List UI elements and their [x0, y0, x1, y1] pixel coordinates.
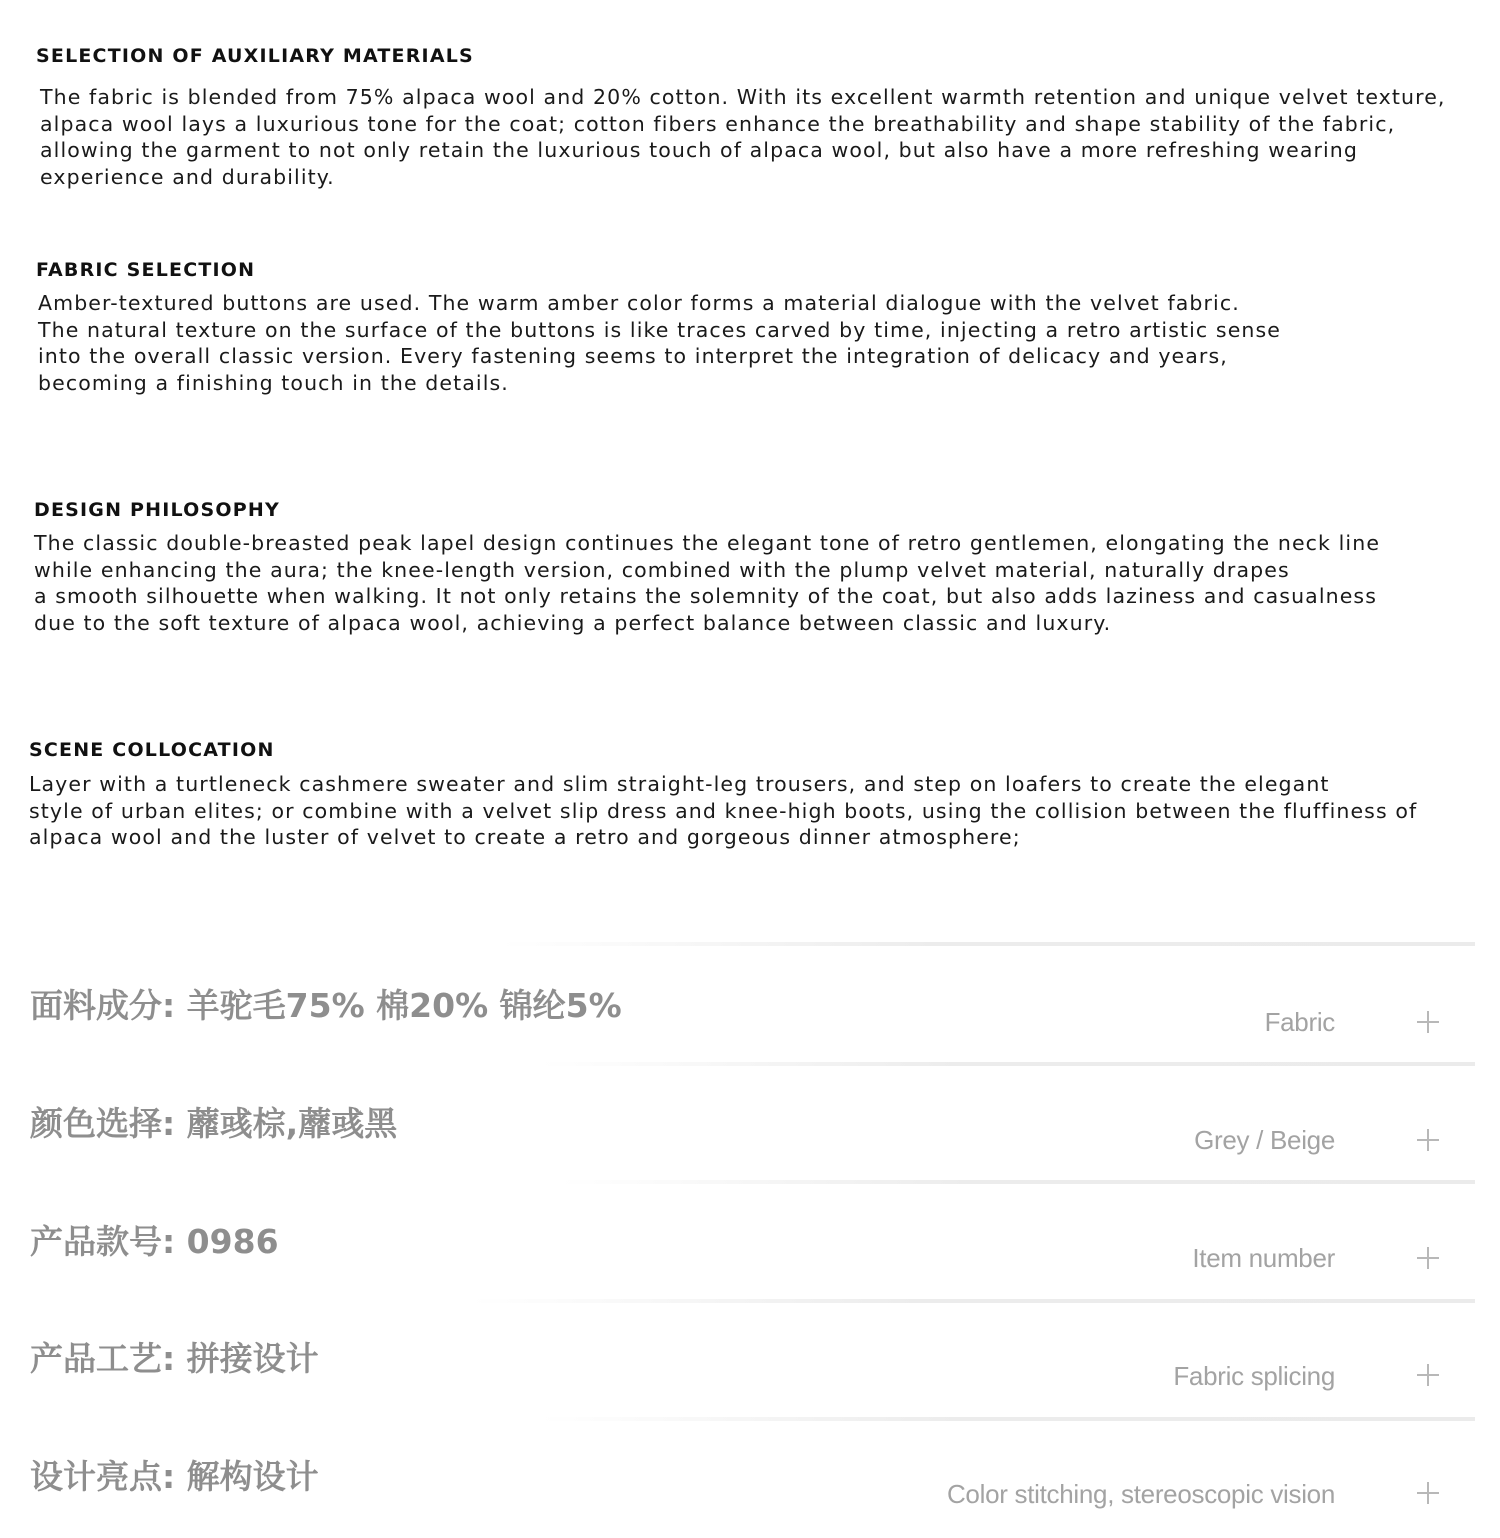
spec-row-color[interactable] [0, 1064, 1500, 1182]
body-line: while enhancing the aura; the knee-length version, combined with the plump velvet material, naturally drapes [34, 557, 1290, 582]
spec-list [0, 930, 1500, 1538]
section-body [40, 84, 1446, 190]
section-body [29, 771, 1417, 851]
spec-english: Item number [1192, 1243, 1335, 1273]
body-line: into the overall classic version. Every fastening seems to interpret the integration of delicacy and years, [38, 344, 1228, 368]
plus-icon[interactable] [1417, 1129, 1439, 1151]
plus-icon[interactable] [1417, 1364, 1439, 1386]
plus-icon[interactable] [1417, 1482, 1439, 1504]
section-title: FABRIC SELECTION [36, 259, 256, 281]
body-line: alpaca wool lays a luxurious tone for the coat; cotton fibers enhance the breathability and shape stability of the fabric, [40, 111, 1396, 136]
spec-english: Fabric splicing [1173, 1361, 1335, 1391]
body-line: style of urban elites; or combine with a velvet slip dress and knee-high boots, using the collision between the fluffiness of [29, 798, 1418, 823]
body-line: due to the soft texture of alpaca wool, achieving a perfect balance between classic and luxury. [34, 610, 1112, 635]
spec-english: Fabric [1264, 1007, 1335, 1037]
section-body [38, 290, 1281, 396]
body-line: The classic double-breasted peak lapel design continues the elegant tone of retro gentlemen, elongating the neck line [34, 531, 1381, 555]
spec-label: 产品款号: 0986 [30, 1222, 279, 1261]
section-title: SELECTION OF AUXILIARY MATERIALS [36, 45, 474, 67]
section-title: DESIGN PHILOSOPHY [34, 499, 280, 521]
body-line: Layer with a turtleneck cashmere sweater and slim straight-leg trousers, and step on loafers to create the elegant [29, 772, 1330, 796]
body-line: allowing the garment to not only retain the luxurious touch of alpaca wool, but also have a more refreshing wearing [40, 138, 1359, 162]
plus-icon[interactable] [1417, 1011, 1439, 1033]
body-line: The fabric is blended from 75% alpaca wool and 20% cotton. With its excellent warmth retention and unique velvet texture, [40, 85, 1446, 109]
spec-label: 产品工艺: 拼接设计 [30, 1339, 319, 1378]
body-line: becoming a finishing touch in the details. [38, 370, 509, 395]
spec-row-item-number[interactable] [0, 1182, 1500, 1300]
spec-label: 颜色选择: 蘼彧棕,蘼彧黑 [30, 1104, 398, 1143]
spec-row-highlights[interactable] [0, 1419, 1500, 1537]
spec-label: 面料成分: 羊驼毛75% 棉20% 锦纶5% [30, 986, 622, 1025]
plus-icon[interactable] [1417, 1247, 1439, 1269]
section-body [34, 530, 1380, 636]
spec-english: Color stitching, stereoscopic vision [946, 1479, 1335, 1509]
body-line: The natural texture on the surface of the buttons is like traces carved by time, injecting a retro artistic sense [38, 317, 1282, 342]
section-title: SCENE COLLOCATION [29, 739, 275, 761]
body-line: Amber-textured buttons are used. The warm amber color forms a material dialogue with the velvet fabric. [38, 291, 1240, 315]
spec-row-craft[interactable] [0, 1301, 1500, 1419]
body-line: experience and durability. [40, 164, 335, 189]
body-line: alpaca wool and the luster of velvet to create a retro and gorgeous dinner atmosphere; [29, 825, 1021, 849]
spec-row-fabric[interactable] [0, 946, 1500, 1064]
spec-english: Grey / Beige [1194, 1125, 1335, 1155]
spec-label: 设计亮点: 解构设计 [30, 1457, 319, 1496]
body-line: a smooth silhouette when walking. It not only retains the solemnity of the coat, but also adds laziness and casualness [34, 584, 1377, 608]
